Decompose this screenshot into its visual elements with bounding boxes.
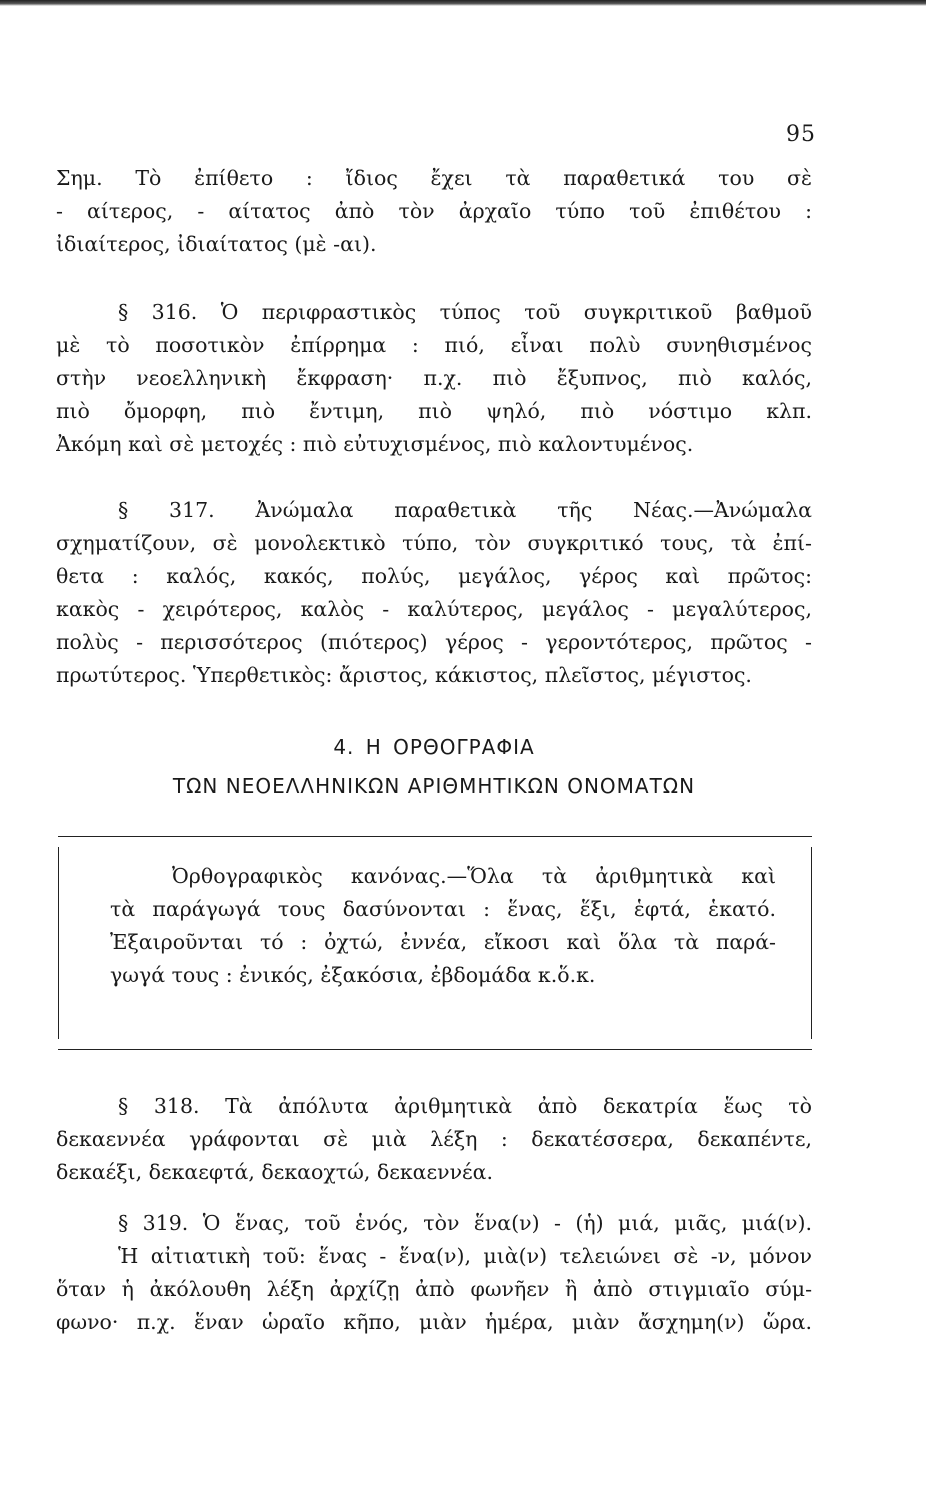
text-line: § 319. Ὁ ἕνας, τοῦ ἑνός, τὸν ἕνα(ν) - (ἡ) μιά, μιᾶς, μιά(ν).: [118, 1211, 812, 1235]
rule-box-left-border: [58, 847, 59, 1039]
section-316-paragraph: [56, 296, 812, 461]
chapter-subheading: ΤΩΝ ΝΕΟΕΛΛΗΝΙΚΩΝ ΑΡΙΘΜΗΤΙΚΩΝ ΟΝΟΜΑΤΩΝ: [172, 774, 696, 798]
text-line: φωνο· π.χ. ἕναν ὡραῖο κῆπο, μιὰν ἡμέρα, μιὰν ἄσχημη(ν) ὥρα.: [56, 1310, 812, 1334]
section-319-paragraph: [56, 1207, 812, 1339]
text-line: θετα : καλός, κακός, πολύς, μεγάλος, γέρος καὶ πρῶτος:: [56, 564, 812, 588]
text-line: πολὺς - περισσότερος (πιότερος) γέρος - γεροντότερος, πρῶτος -: [56, 630, 812, 654]
rule-box-right-border: [811, 847, 812, 1039]
text-line: γωγά τους : ἐνικός, ἐξακόσια, ἐβδομάδα κ.ὅ.κ.: [110, 963, 596, 987]
text-line: § 318. Τὰ ἀπόλυτα ἀριθμητικὰ ἀπὸ δεκατρία ἕως τὸ: [118, 1094, 812, 1118]
text-line: κακὸς - χειρότερος, καλὸς - καλύτερος, μεγάλος - μεγαλύτερος,: [56, 597, 812, 621]
text-line: Ἐξαιροῦνται τό : ὀχτώ, ἐννέα, εἴκοσι καὶ ὅλα τὰ παρά-: [110, 930, 776, 954]
text-line: δεκαεννέα γράφονται σὲ μιὰ λέξη : δεκατέσσερα, δεκαπέντε,: [56, 1127, 812, 1151]
text-line: δεκαέξι, δεκαεφτά, δεκαοχτώ, δεκαεννέα.: [56, 1160, 494, 1184]
text-line: Ἡ αἰτιατικὴ τοῦ: ἕνας - ἕνα(ν), μιὰ(ν) τελειώνει σὲ -ν, μόνον: [118, 1244, 812, 1268]
text-line: Σημ. Τὸ ἐπίθετο : ἴδιος ἔχει τὰ παραθετικά του σὲ: [56, 166, 812, 190]
text-line: Ἀκόμη καὶ σὲ μετοχές : πιὸ εὐτυχισμένος, πιὸ καλοντυμένος.: [56, 432, 694, 456]
text-line: § 316. Ὁ περιφραστικὸς τύπος τοῦ συγκριτικοῦ βαθμοῦ: [118, 300, 812, 324]
text-line: ἰδιαίτερος, ἰδιαίτατος (μὲ -αι).: [56, 232, 377, 256]
text-line: Ὀρθογραφικὸς κανόνας.—Ὅλα τὰ ἀριθμητικὰ καὶ: [172, 864, 776, 888]
text-line: μὲ τὸ ποσοτικὸν ἐπίρρημα : πιό, εἶναι πολὺ συνηθισμένος: [56, 333, 812, 357]
text-line: πιὸ ὄμορφη, πιὸ ἔντιμη, πιὸ ψηλό, πιὸ νόστιμο κλπ.: [56, 399, 812, 423]
text-line: στὴν νεοελληνικὴ ἔκφραση· π.χ. πιὸ ἔξυπνος, πιὸ καλός,: [56, 366, 812, 390]
text-line: - αίτερος, - αίτατος ἀπὸ τὸν ἀρχαῖο τύπο τοῦ ἐπιθέτου :: [56, 199, 812, 223]
note-paragraph: [56, 162, 812, 261]
text-line: τὰ παράγωγά τους δασύνονται : ἕνας, ἕξι, ἑφτά, ἑκατό.: [110, 897, 776, 921]
text-line: πρωτύτερος. Ὑπερθετικὸς: ἄριστος, κάκιστος, πλεῖστος, μέγιστος.: [56, 663, 752, 687]
chapter-heading: 4. Η ΟΡΘΟΓΡΑΦΙΑ: [333, 735, 535, 759]
text-line: σχηματίζουν, σὲ μονολεκτικὸ τύπο, τὸν συγκριτικό τους, τὰ ἐπί-: [56, 531, 812, 555]
page-number: 95: [786, 122, 816, 147]
orthographic-rule-text: [110, 860, 776, 992]
text-line: § 317. Ἀνώμαλα παραθετικὰ τῆς Νέας.—Ἀνώμαλα: [118, 498, 812, 522]
page-top-edge: [0, 0, 926, 6]
text-line: ὅταν ἡ ἀκόλουθη λέξη ἀρχίζῃ ἀπὸ φωνῆεν ἢ ἀπὸ στιγμιαῖο σύμ-: [56, 1277, 812, 1301]
section-317-paragraph: [56, 494, 812, 692]
section-318-paragraph: [56, 1090, 812, 1189]
